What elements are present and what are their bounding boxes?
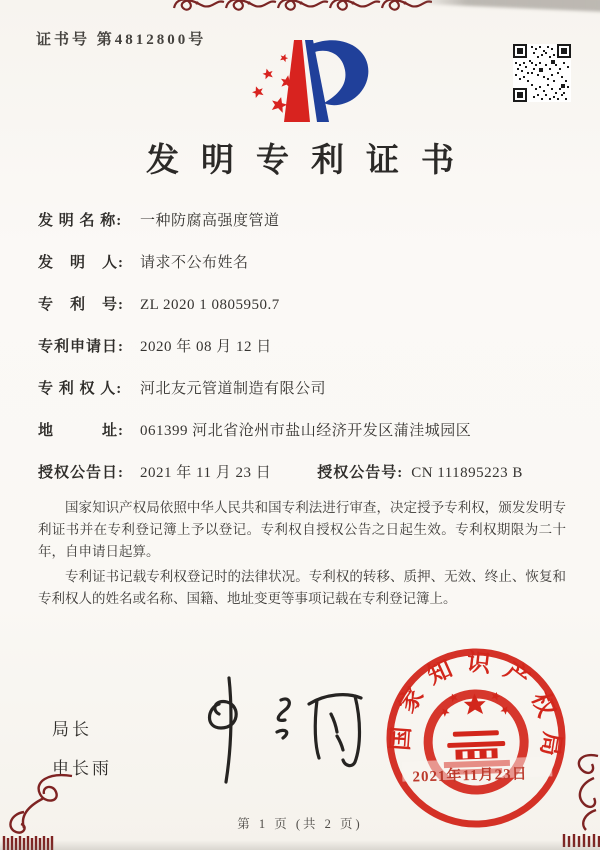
- ornamental-corner-bottom-right: [558, 748, 600, 848]
- field-label: 发 明 名 称:: [38, 213, 123, 229]
- signer-name: 申长雨: [52, 759, 112, 778]
- legal-text: [38, 497, 566, 613]
- certificate-title: 发明专利证书: [146, 143, 476, 179]
- field-value: 一种防腐高强度管道: [140, 213, 280, 229]
- field-value: ZL 2020 1 0805950.7: [140, 297, 280, 313]
- field-value: 2020 年 08 月 12 日: [140, 339, 272, 355]
- field-address: [38, 422, 573, 441]
- field-grant-number: [317, 464, 523, 483]
- field-label: 发 明 人:: [38, 255, 124, 271]
- field-value: CN 111895223 B: [411, 465, 523, 481]
- ornamental-top-border: [172, 0, 432, 11]
- field-label: 地 址:: [38, 423, 124, 439]
- seal-org-text: 国家知识产权局: [387, 649, 565, 770]
- field-value: 061399 河北省沧州市盐山经济开发区蒲洼城园区: [140, 423, 472, 439]
- official-seal-icon: [380, 642, 572, 834]
- paper-shadow-streak: [418, 0, 600, 12]
- field-inventor: [38, 254, 573, 273]
- field-application-date: [38, 338, 573, 357]
- field-grant-row: [38, 464, 573, 483]
- cnipa-logo-icon: [232, 34, 382, 126]
- signer-role: 局长: [52, 720, 92, 739]
- certificate-number: 证书号 第4812800号: [36, 32, 207, 48]
- field-list: [38, 212, 573, 506]
- seal-date: 2021年11月23日: [412, 766, 528, 786]
- field-value: 请求不公布姓名: [140, 255, 249, 271]
- field-label: 授权公告日:: [38, 465, 124, 481]
- field-value: 2021 年 11 月 23 日: [140, 465, 272, 481]
- paper-bottom-shadow: [0, 840, 600, 850]
- director-signature-icon: [185, 670, 375, 790]
- page-number: 第 1 页 (共 2 页): [237, 817, 363, 831]
- field-patentee: [38, 380, 573, 399]
- field-label: 专 利 号:: [38, 297, 124, 313]
- field-invention-name: [38, 212, 573, 231]
- ornamental-corner-bottom-left: [0, 772, 80, 850]
- legal-paragraph-1: 国家知识产权局依照中华人民共和国专利法进行审查，决定授予专利权，颁发发明专利证书并在专利登记簿上予以登记。专利权自授权公告之日起生效。专利权期限为二十年，自申请日起算。: [38, 500, 566, 559]
- qr-code-icon: [513, 44, 571, 102]
- field-patent-number: [38, 296, 573, 315]
- legal-paragraph-2: 专利证书记载专利权登记时的法律状况。专利权的转移、质押、无效、终止、恢复和专利权人的姓名或名称、国籍、地址变更等事项记载在专利登记簿上。: [38, 569, 566, 606]
- field-value: 河北友元管道制造有限公司: [140, 381, 327, 397]
- field-label: 专 利 权 人:: [38, 381, 123, 397]
- field-label: 专利申请日:: [38, 339, 124, 355]
- field-label: 授权公告号:: [317, 465, 404, 481]
